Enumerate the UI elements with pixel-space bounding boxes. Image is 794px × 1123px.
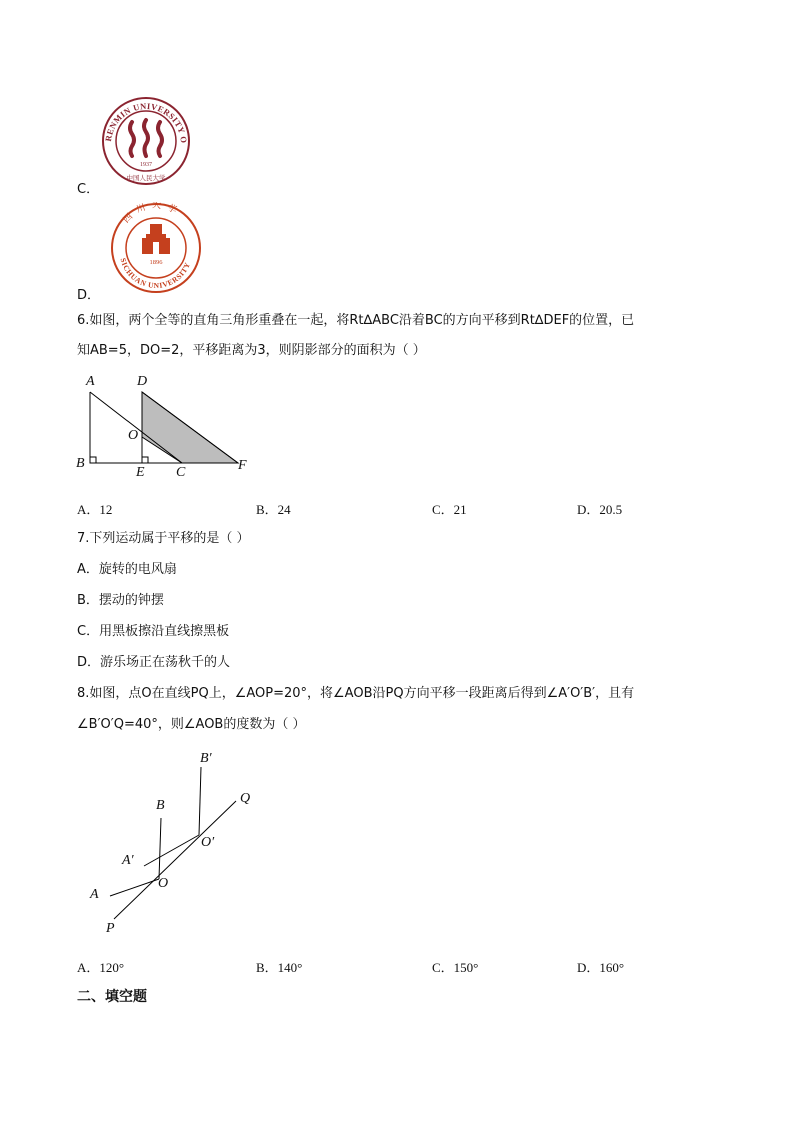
q8-figure	[80, 745, 280, 945]
q8-option-d[interactable]: D．160°	[577, 960, 625, 975]
q8-label-o: O	[158, 876, 169, 891]
q6-option-c[interactable]: C．21	[432, 502, 467, 517]
section-title-fill-in: 二、填空题	[77, 989, 147, 1005]
renmin-ring-text: RENMIN UNIVERSITY O	[103, 100, 190, 144]
q6-label-e: E	[136, 465, 145, 480]
svg-text:四川大学	[121, 202, 185, 225]
q6-option-b[interactable]: B．24	[256, 502, 291, 517]
renmin-university-logo	[98, 96, 198, 186]
sichuan-university-logo	[106, 202, 206, 294]
q6-label-b: B	[76, 456, 85, 471]
sichuan-year: 1896	[149, 259, 163, 266]
q8-option-c[interactable]: C．150°	[432, 960, 479, 975]
q6-label-f: F	[238, 458, 247, 473]
q7-option-a[interactable]: A．旋转的电风扇	[77, 562, 177, 577]
q6-label-c: C	[176, 465, 186, 480]
q8-stem-line1: 8.如图，点O在直线PQ上，∠AOP=20°，将∠AOB沿PQ方向平移一段距离后得到∠A′O′B′，且有	[77, 686, 635, 701]
option-c-label: C．	[77, 182, 100, 197]
sichuan-cn-name: 四川大学	[121, 202, 184, 226]
q8-label-a-prime: A′	[122, 853, 134, 868]
q8-label-q: Q	[240, 791, 251, 806]
q8-label-b-prime: B′	[200, 751, 212, 766]
sichuan-ring-text: SICHUAN UNIVERSITY	[118, 256, 193, 291]
q6-figure	[70, 370, 260, 485]
q8-option-a[interactable]: A．120°	[77, 960, 125, 975]
q6-label-o: O	[128, 428, 139, 443]
q6-stem-line2: 知AB=5，DO=2，平移距离为3，则阴影部分的面积为（ ）	[77, 343, 426, 358]
q8-stem-line2: ∠B′O′Q=40°，则∠AOB的度数为（ ）	[77, 717, 306, 732]
q6-label-d: D	[137, 374, 148, 389]
option-d-label: D．	[77, 288, 101, 303]
q8-option-b[interactable]: B．140°	[256, 960, 303, 975]
q6-option-d[interactable]: D．20.5	[577, 502, 623, 517]
renmin-cn-name: 中国人民大学	[126, 174, 166, 182]
q7-option-c[interactable]: C．用黑板擦沿直线擦黑板	[77, 624, 230, 639]
q8-label-p: P	[106, 921, 115, 936]
q6-stem-line1: 6.如图，两个全等的直角三角形重叠在一起，将Rt∆ABC沿着BC的方向平移到Rt∆DEF的位置，已	[77, 313, 635, 328]
q8-label-o-prime: O′	[201, 835, 215, 850]
q6-option-a[interactable]: A．12	[77, 502, 113, 517]
q8-label-a: A	[90, 887, 99, 902]
q8-label-b: B	[156, 798, 165, 813]
q7-option-d[interactable]: D．游乐场正在荡秋千的人	[77, 655, 231, 670]
q6-label-a: A	[86, 374, 95, 389]
q7-option-b[interactable]: B．摆动的钟摆	[77, 593, 164, 608]
q7-stem: 7.下列运动属于平移的是（ ）	[77, 531, 250, 546]
renmin-year: 1937	[140, 162, 152, 168]
